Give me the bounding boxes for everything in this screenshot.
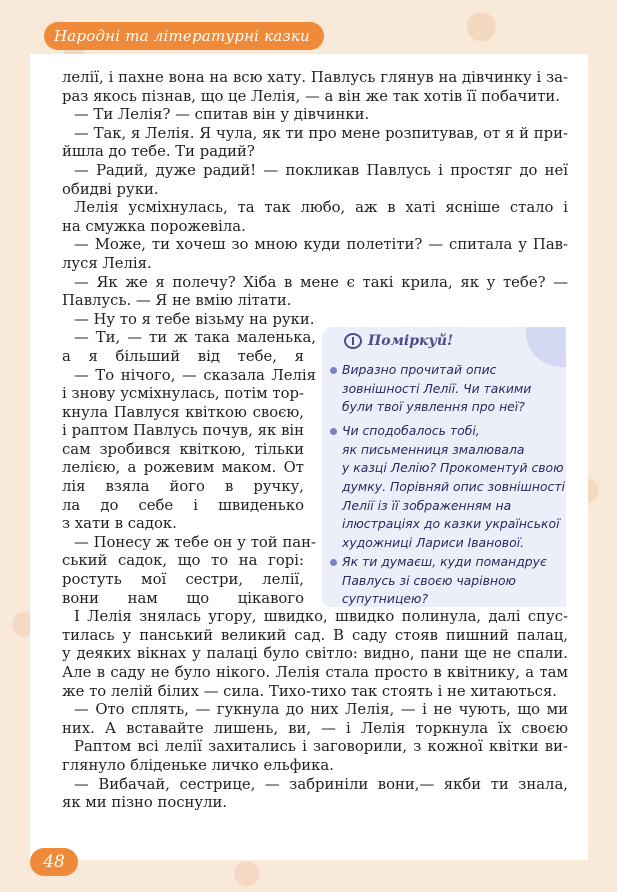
text-line: І Лелія знялась угору, швидко, швидко полинула, далі спус- [74,608,568,626]
text-line: — Понесу ж тебе он у той пан- [74,533,316,551]
page-number: 48 [43,852,65,872]
sidebar-heading [344,333,453,349]
text-line: луся Лелія. [62,254,152,272]
text-line: них. А вставайте лишень, ви, — і Лелія торкнула їх своєю [62,719,568,737]
sidebar-question-line: у казці Лелію? Прокоментуй свою [342,460,564,476]
sidebar-question [334,361,562,417]
text-line: — Ну то я тебе візьму на руки. [74,310,315,328]
text-line: а я більший від тебе, я [62,347,304,365]
text-line: Лелія усміхнулась, та так любо, аж в хаті ясніше стало і [74,199,568,217]
section-header [44,22,324,50]
text-line: — Ти Лелія? — спитав він у дівчинки. [74,106,370,124]
text-block-bottom [62,608,568,813]
text-line: раз якось пізнав, що це Лелія, — а він же так хотів її побачити. [62,87,560,105]
sidebar-question-line: художниці Лариси Іванової. [342,535,525,551]
bullet-icon [330,559,337,566]
text-line: обидві руки. [62,180,159,198]
text-line: ла до себе і швиденько [62,496,304,514]
sidebar-question-line: ілюстраціях до казки української [342,516,560,532]
text-line: у деяких вікнах у палаці було світло: видно, пани ще не спали. [62,645,568,663]
bullet-icon [330,367,337,374]
sidebar-title: Поміркуй! [368,333,454,349]
text-line: — Так, я Лелія. Я чула, як ти про мене розпитував, от я й при- [74,124,568,142]
text-line: і раптом Павлусь почув, як він [62,422,304,440]
sidebar-question-line: Лелії із її зображенням на [342,497,512,513]
text-line: з хати в садок. [62,515,177,533]
text-line: йшла до тебе. Ти радий? [62,143,255,161]
text-line: — Вибачай, сестрице, — забриніли вони,— якби ти знала, [74,775,568,793]
text-line: Павлусь. — Я не вмію літати. [62,292,292,310]
text-line: Але в саду не було нікого. Лелія стала просто в квітнику, а там [62,664,568,681]
section-title: Народні та літературні казки [54,27,310,45]
sidebar-question-line: супутницею? [342,591,429,607]
text-block-top [62,69,568,311]
text-line: лелією, а рожевим маком. От [62,459,304,477]
sidebar-question-line: Виразно прочитай опис [342,362,497,377]
text-line: лія взяла його в ручку, [62,478,304,496]
sidebar-question [334,553,562,607]
text-line: — Може, ти хочеш зо мною куди полетіти? — спитала у Пав- [74,236,568,254]
sidebar-question-line: зовнішності Лелії. Чи такими [342,380,532,396]
text-line: на смужка порожевіла. [62,217,246,235]
sidebar-question-line: як письменниця змалювала [342,441,525,457]
text-line: ростуть мої сестри, лелії, [62,571,304,589]
text-line: глянуло бліденьке личко ельфика. [62,756,334,774]
text-line: — Ото сплять, — гукнула до них Лелія, — і не чують, що ми [74,701,568,719]
text-line: лелії, і пахне вона на всю хату. Павлусь глянув на дівчинку і за- [62,69,568,86]
sidebar-question [334,422,565,553]
text-line: — Радий, дуже радий! — покликав Павлусь і простяг до неї [74,161,568,179]
sidebar-question-line: Павлусь зі своєю чарівною [342,572,516,588]
sidebar-question-line: Чи сподобалось тобі, [342,423,480,438]
bullet-icon [330,428,337,435]
think-sidebar [322,327,566,607]
text-line: — Як же я полечу? Хіба в мене є такі крила, як у тебе? — [74,273,568,291]
book-icon [344,333,362,349]
text-line: тилась у панський великий сад. В саду стояв пишний палац, [62,626,568,644]
sidebar-question-line: були твої уявлення про неї? [342,399,525,415]
text-line: — То нічого, — сказала Лелія [74,366,316,384]
text-line: сам зробився квіткою, тільки [62,440,304,458]
text-line: же то лелій білих — сила. Тихо-тихо так стоять і не хитаються. [62,682,557,700]
text-line: — Ти, — ти ж така маленька, [74,329,316,347]
page-number-badge [30,848,78,876]
sidebar-question-line: Як ти думаєш, куди помандрує [342,554,547,569]
text-line: Раптом всі лелії захитались і заговорили, з кожної квітки ви- [74,738,568,756]
text-line: вони нам що цікавого [62,589,304,607]
text-line: і знову усміхнулась, потім тор- [62,385,304,403]
text-line: ський садок, що то на горі: [62,552,304,570]
sidebar-question-line: думку. Порівняй опис зовнішності [342,479,565,495]
text-line: кнула Павлуся квіткою своєю, [62,403,304,421]
text-line: як ми пізно поснули. [62,794,228,812]
